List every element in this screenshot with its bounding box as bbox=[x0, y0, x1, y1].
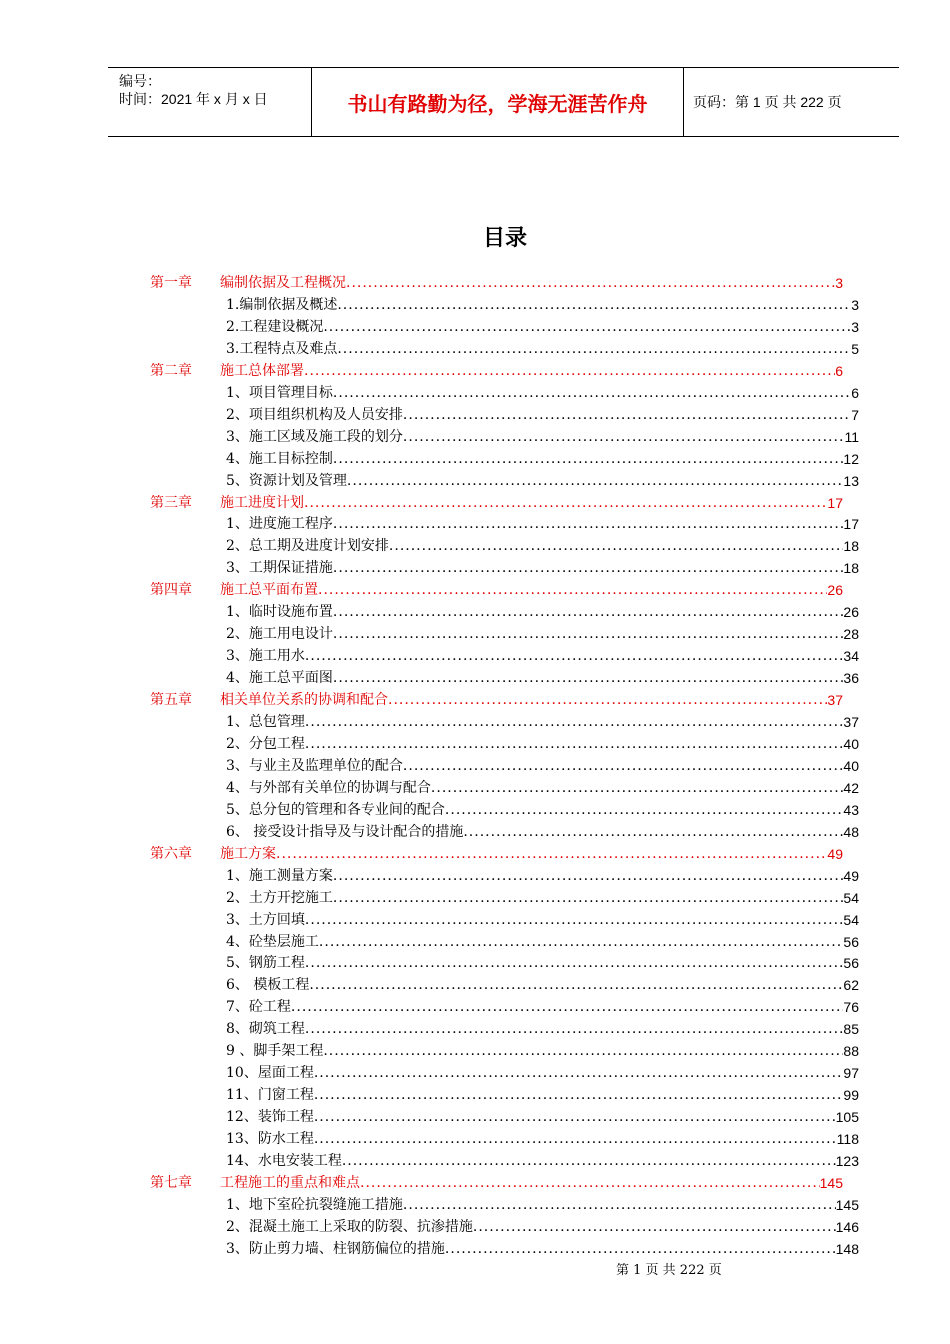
toc-item-label: 4、与外部有关单位的协调与配合 bbox=[226, 779, 431, 796]
toc-item-label: 4、砼垫层施工 bbox=[226, 933, 319, 950]
toc-leader-dots bbox=[333, 516, 844, 532]
toc-chapter-label bbox=[150, 1175, 360, 1191]
toc-chapter-title: 施工总平面布置 bbox=[220, 582, 318, 599]
toc-chapter-number: 第七章 bbox=[150, 1174, 192, 1191]
toc-leader-dots bbox=[333, 626, 844, 642]
toc-item-label: 6、 接受设计指导及与设计配合的措施 bbox=[226, 823, 464, 840]
toc-chapter-title: 施工方案 bbox=[220, 845, 276, 862]
page-header bbox=[108, 67, 899, 137]
toc-leader-dots bbox=[333, 890, 844, 906]
toc-leader-dots bbox=[291, 999, 844, 1015]
toc-item-row[interactable] bbox=[226, 401, 859, 423]
toc-leader-dots bbox=[314, 1065, 844, 1081]
toc-leader-dots bbox=[323, 1043, 843, 1059]
toc-item-label: 11、门窗工程 bbox=[226, 1087, 314, 1104]
toc-leader-dots bbox=[318, 582, 827, 598]
toc-leader-dots bbox=[403, 429, 845, 445]
toc-item-row[interactable] bbox=[226, 730, 859, 752]
toc-page-number: 97 bbox=[843, 1065, 859, 1082]
toc-item-row[interactable] bbox=[226, 1191, 859, 1213]
toc-page-number: 3 bbox=[851, 296, 859, 313]
toc-item-row[interactable] bbox=[226, 554, 859, 576]
toc-chapter-number: 第三章 bbox=[150, 494, 192, 511]
toc-page-number: 43 bbox=[843, 801, 859, 818]
toc-page-number: 13 bbox=[843, 472, 859, 489]
toc-leader-dots bbox=[337, 341, 851, 357]
toc-chapter-label bbox=[150, 582, 318, 598]
toc-leader-dots bbox=[305, 736, 844, 752]
toc-chapter-row[interactable] bbox=[150, 576, 843, 598]
toc-page-number: 42 bbox=[843, 779, 859, 796]
toc-leader-dots bbox=[445, 802, 844, 818]
toc-item-label: 6、 模板工程 bbox=[226, 977, 310, 994]
toc-page-number: 49 bbox=[843, 867, 859, 884]
toc-leader-dots bbox=[431, 780, 844, 796]
toc-item-label: 10、屋面工程 bbox=[226, 1065, 314, 1082]
toc-page-number: 3 bbox=[851, 318, 859, 335]
toc-leader-dots bbox=[388, 692, 827, 708]
toc-item-row[interactable] bbox=[226, 1015, 859, 1037]
toc-leader-dots bbox=[389, 538, 844, 554]
toc-page-number: 18 bbox=[843, 538, 859, 555]
toc-page-number: 145 bbox=[835, 1196, 859, 1213]
toc-leader-dots bbox=[305, 1021, 844, 1037]
toc-page-number: 118 bbox=[836, 1131, 859, 1148]
toc-chapter-number: 第四章 bbox=[150, 582, 192, 599]
document-number: 编号： bbox=[119, 73, 161, 89]
toc-chapter-label bbox=[150, 846, 276, 862]
toc-item-row[interactable] bbox=[226, 708, 859, 730]
toc-item-label: 5、总分包的管理和各专业间的配合 bbox=[226, 801, 445, 818]
toc-page-number: 123 bbox=[835, 1153, 859, 1169]
toc-leader-dots bbox=[333, 670, 844, 686]
header-motto: 书山有路勤为径，学海无涯苦作舟 bbox=[312, 68, 684, 136]
toc-item-label: 9 、脚手架工程 bbox=[226, 1043, 324, 1060]
toc-item-row[interactable] bbox=[226, 884, 859, 906]
toc-item-label: 5、资源计划及管理 bbox=[226, 472, 347, 489]
toc-leader-dots bbox=[473, 1219, 836, 1235]
toc-leader-dots bbox=[337, 297, 851, 313]
toc-chapter-label bbox=[150, 363, 304, 379]
toc-item-label: 3、施工用水 bbox=[226, 648, 305, 665]
toc-page-number: 54 bbox=[843, 911, 859, 928]
toc-chapter-row[interactable] bbox=[150, 357, 843, 379]
toc-item-label: 2、总工期及进度计划安排 bbox=[226, 538, 389, 555]
toc-leader-dots bbox=[403, 758, 844, 774]
toc-item-row[interactable] bbox=[226, 928, 859, 950]
header-meta bbox=[108, 68, 312, 136]
toc-item-row[interactable] bbox=[226, 1147, 859, 1169]
toc-leader-dots bbox=[305, 955, 844, 971]
toc-leader-dots bbox=[346, 275, 835, 291]
toc-leader-dots bbox=[347, 473, 844, 489]
toc-item-label: 4、施工总平面图 bbox=[226, 670, 333, 687]
toc-item-label: 1、进度施工程序 bbox=[226, 516, 333, 533]
toc-leader-dots bbox=[445, 1241, 836, 1257]
toc-chapter-number: 第六章 bbox=[150, 845, 192, 862]
toc-chapter-row[interactable] bbox=[150, 686, 843, 708]
toc-chapter-title: 施工总体部署 bbox=[220, 362, 304, 379]
toc-item-label: 2、土方开挖施工 bbox=[226, 889, 333, 906]
toc-item-label: 3、工期保证措施 bbox=[226, 560, 333, 577]
toc-leader-dots bbox=[304, 495, 827, 511]
toc-page-number: 146 bbox=[835, 1218, 859, 1235]
toc-item-label: 1、施工测量方案 bbox=[226, 867, 333, 884]
toc-item-row[interactable] bbox=[226, 313, 859, 335]
toc-item-row[interactable] bbox=[226, 993, 859, 1015]
toc-leader-dots bbox=[333, 560, 844, 576]
toc-leader-dots bbox=[403, 1197, 836, 1213]
toc-item-row[interactable] bbox=[226, 620, 859, 642]
toc-item-label: 3.工程特点及难点 bbox=[226, 340, 338, 357]
toc-page-number: 56 bbox=[843, 955, 859, 972]
toc-chapter-row[interactable] bbox=[150, 1169, 843, 1191]
toc-page-number: 48 bbox=[843, 823, 859, 840]
toc-leader-dots bbox=[333, 385, 851, 401]
toc-item-label: 3、土方回填 bbox=[226, 911, 305, 928]
toc-item-label: 3、与业主及监理单位的配合 bbox=[226, 757, 403, 774]
toc-item-row[interactable] bbox=[226, 291, 859, 313]
toc-leader-dots bbox=[305, 714, 844, 730]
toc-item-label: 2、项目组织机构及人员安排 bbox=[226, 406, 403, 423]
toc-page-number: 62 bbox=[843, 977, 859, 994]
toc-leader-dots bbox=[314, 1087, 844, 1103]
toc-item-row[interactable] bbox=[226, 642, 859, 664]
toc-page-number: 17 bbox=[827, 494, 843, 511]
toc-chapter-label bbox=[150, 495, 304, 511]
toc-leader-dots bbox=[319, 934, 844, 950]
toc-page-number: 37 bbox=[827, 692, 843, 709]
toc-chapter-title: 相关单位关系的协调和配合 bbox=[220, 692, 388, 709]
toc-page-number: 148 bbox=[835, 1240, 859, 1257]
toc-page-number: 145 bbox=[819, 1174, 843, 1191]
toc-page-number: 36 bbox=[843, 670, 859, 687]
toc-item-label: 13、防水工程 bbox=[226, 1131, 314, 1148]
toc-leader-dots bbox=[314, 1109, 836, 1125]
toc-item-row[interactable] bbox=[226, 949, 859, 971]
document-date: 时间：2021 年 x 月 x 日 bbox=[119, 91, 268, 107]
toc-item-row[interactable] bbox=[226, 1103, 859, 1125]
toc-leader-dots bbox=[333, 868, 844, 884]
toc-page-number: 85 bbox=[843, 1021, 859, 1038]
toc-item-row[interactable] bbox=[226, 1235, 859, 1257]
toc-leader-dots bbox=[305, 648, 844, 664]
toc-page-number: 17 bbox=[843, 516, 859, 533]
toc-chapter-number: 第一章 bbox=[150, 275, 192, 291]
toc-item-label: 1、临时设施布置 bbox=[226, 604, 333, 621]
toc-page-number: 40 bbox=[843, 735, 859, 752]
toc-chapter-number: 第二章 bbox=[150, 362, 192, 379]
toc-item-row[interactable] bbox=[226, 774, 859, 796]
toc-item-label: 12、装饰工程 bbox=[226, 1109, 314, 1126]
toc-item-label: 8、砌筑工程 bbox=[226, 1021, 305, 1038]
toc-page-number: 49 bbox=[827, 845, 843, 862]
header-page-count: 页码：第 1 页 共 222 页 bbox=[693, 94, 842, 110]
toc-page-number: 34 bbox=[843, 648, 859, 665]
toc-chapter-title: 施工进度计划 bbox=[220, 494, 304, 511]
toc-item-label: 14、水电安装工程 bbox=[226, 1153, 342, 1169]
toc-item-label: 7、砼工程 bbox=[226, 999, 291, 1016]
toc-item-label: 2、混凝土施工上采取的防裂、抗渗措施 bbox=[226, 1218, 473, 1235]
toc-page-number: 11 bbox=[844, 428, 859, 445]
toc-page-number: 3 bbox=[835, 275, 843, 291]
toc-leader-dots bbox=[276, 846, 827, 862]
toc-item-label: 2、施工用电设计 bbox=[226, 626, 333, 643]
toc-item-row[interactable] bbox=[226, 1059, 859, 1081]
page-footer: 第 1 页 共 222 页 bbox=[616, 1263, 722, 1278]
toc-leader-dots bbox=[305, 912, 844, 928]
toc-leader-dots bbox=[403, 407, 851, 423]
toc-item-label: 1.编制依据及概述 bbox=[226, 296, 338, 313]
toc-item-row[interactable] bbox=[226, 796, 859, 818]
toc-chapter-number: 第五章 bbox=[150, 692, 192, 709]
toc-item-label: 1、总包管理 bbox=[226, 714, 305, 730]
toc-page-number: 54 bbox=[843, 889, 859, 906]
toc-item-row[interactable] bbox=[226, 1125, 859, 1147]
toc-leader-dots bbox=[333, 604, 844, 620]
toc-page-number: 99 bbox=[843, 1087, 859, 1104]
toc-item-row[interactable] bbox=[226, 752, 859, 774]
toc-page-number: 37 bbox=[843, 714, 859, 730]
toc-chapter-title: 编制依据及工程概况 bbox=[220, 275, 346, 291]
toc-item-label: 2.工程建设概况 bbox=[226, 318, 324, 335]
toc-item-row[interactable] bbox=[226, 971, 859, 993]
toc-page-number: 56 bbox=[843, 933, 859, 950]
toc-item-row[interactable] bbox=[226, 445, 859, 467]
toc-item-row[interactable] bbox=[226, 1037, 859, 1059]
toc-page-number: 105 bbox=[835, 1109, 859, 1126]
toc-item-row[interactable] bbox=[226, 1081, 859, 1103]
toc-page-number: 26 bbox=[827, 582, 843, 599]
toc-leader-dots bbox=[323, 319, 851, 335]
toc-chapter-row[interactable] bbox=[150, 489, 843, 511]
toc-leader-dots bbox=[333, 451, 844, 467]
toc-leader-dots bbox=[304, 363, 835, 379]
toc-leader-dots bbox=[314, 1131, 837, 1147]
toc-leader-dots bbox=[342, 1153, 836, 1169]
toc-item-row[interactable] bbox=[226, 510, 859, 532]
toc-item-label: 1、地下室砼抗裂缝施工措施 bbox=[226, 1196, 403, 1213]
toc-page-number: 40 bbox=[843, 757, 859, 774]
toc-chapter-label bbox=[150, 692, 388, 708]
toc-page-number: 6 bbox=[835, 362, 843, 379]
toc-leader-dots bbox=[309, 977, 843, 993]
page-title: 目录 bbox=[482, 226, 527, 251]
toc-page-number: 6 bbox=[851, 384, 859, 401]
toc-item-row[interactable] bbox=[226, 598, 859, 620]
toc-item-label: 2、分包工程 bbox=[226, 735, 305, 752]
toc-item-row[interactable] bbox=[226, 379, 859, 401]
toc-item-label: 4、施工目标控制 bbox=[226, 450, 333, 467]
toc-page-number: 18 bbox=[843, 560, 859, 577]
toc-item-row[interactable] bbox=[226, 532, 859, 554]
toc-page-number: 26 bbox=[843, 604, 859, 621]
toc-chapter-label bbox=[150, 275, 346, 291]
toc-page-number: 28 bbox=[843, 626, 859, 643]
toc-page-number: 12 bbox=[843, 450, 859, 467]
toc-item-label: 3、防止剪力墙、柱钢筋偏位的措施 bbox=[226, 1240, 445, 1257]
toc-item-row[interactable] bbox=[226, 906, 859, 928]
toc-item-row[interactable] bbox=[226, 664, 859, 686]
toc-item-row[interactable] bbox=[226, 862, 859, 884]
toc-item-row[interactable] bbox=[226, 423, 859, 445]
toc-item-row[interactable] bbox=[226, 1213, 859, 1235]
toc-item-row[interactable] bbox=[226, 467, 859, 489]
toc-leader-dots bbox=[463, 824, 843, 840]
toc-item-row[interactable] bbox=[226, 818, 859, 840]
toc-leader-dots bbox=[360, 1175, 820, 1191]
toc-item-row[interactable] bbox=[226, 335, 859, 357]
toc-chapter-title: 工程施工的重点和难点 bbox=[220, 1174, 360, 1191]
toc-page-number: 76 bbox=[843, 999, 859, 1016]
toc-item-label: 5、钢筋工程 bbox=[226, 955, 305, 972]
toc-item-label: 3、施工区域及施工段的划分 bbox=[226, 428, 403, 445]
toc-chapter-row[interactable] bbox=[150, 269, 843, 291]
toc-page-number: 5 bbox=[851, 340, 859, 357]
toc-item-label: 1、项目管理目标 bbox=[226, 384, 333, 401]
toc-page-number: 88 bbox=[843, 1043, 859, 1060]
toc-page-number: 7 bbox=[851, 406, 859, 423]
toc-chapter-row[interactable] bbox=[150, 840, 843, 862]
